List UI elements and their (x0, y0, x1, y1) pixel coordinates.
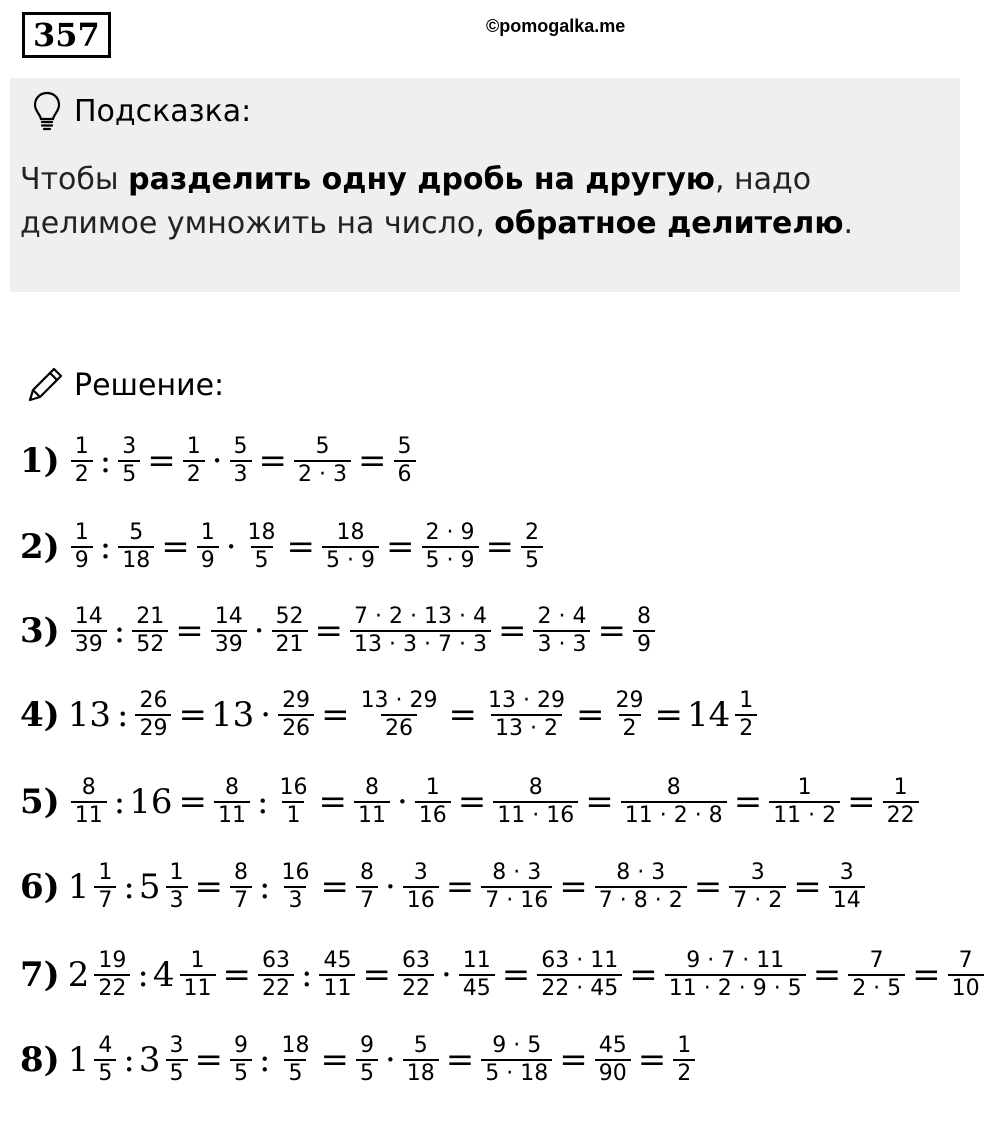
denominator: 14 (829, 886, 865, 914)
denominator: 13 · 2 (491, 714, 562, 742)
numerator: 7 · 2 · 13 · 4 (354, 604, 487, 629)
denominator: 11 · 16 (493, 801, 578, 829)
row-label: 6) (20, 867, 60, 907)
fraction (71, 775, 107, 829)
fraction (118, 434, 140, 488)
hint-emphasis: обратное делителю (494, 206, 844, 241)
operator: · (225, 527, 237, 567)
denominator: 11 · 2 · 9 · 5 (665, 974, 806, 1002)
fraction (166, 1033, 188, 1087)
operator: = (321, 695, 350, 735)
denominator: 11 (354, 801, 390, 829)
denominator: 2 (619, 714, 641, 742)
operator: · (384, 867, 396, 907)
denominator: 10 (948, 974, 984, 1002)
operator: : (99, 527, 112, 567)
numerator: 16 (281, 860, 310, 885)
denominator: 2 (735, 714, 757, 742)
denominator: 7 · 2 (729, 886, 786, 914)
fraction (829, 860, 865, 914)
denominator: 6 (394, 460, 416, 488)
numerator: 3 (839, 860, 854, 885)
denominator: 3 · 3 (533, 630, 590, 658)
operator: = (501, 955, 531, 995)
denominator: 5 · 18 (481, 1059, 552, 1087)
operator: = (222, 955, 251, 995)
numerator: 1 (169, 860, 184, 885)
operator: = (258, 441, 288, 481)
fraction (71, 604, 107, 658)
denominator: 5 (284, 1059, 306, 1087)
numerator: 8 (234, 860, 248, 885)
fraction (621, 775, 727, 829)
denominator: 5 (251, 546, 273, 574)
numerator: 18 (281, 1033, 310, 1058)
numerator: 19 (98, 948, 127, 973)
operator: = (358, 441, 387, 481)
operator: · (253, 611, 265, 651)
operator: = (637, 1040, 667, 1080)
denominator: 11 · 2 · 8 (621, 801, 727, 829)
numerator: 1 (186, 434, 201, 459)
solution-row (20, 688, 760, 742)
numerator: 3 (750, 860, 765, 885)
numerator: 3 (122, 434, 137, 459)
hint-text (20, 158, 940, 246)
hint-header (32, 90, 251, 132)
fraction (230, 434, 252, 488)
fraction (277, 1033, 313, 1087)
denominator: 22 (398, 974, 434, 1002)
numerator: 11 (462, 948, 491, 973)
numerator: 5 (315, 434, 330, 459)
numerator: 63 (401, 948, 430, 973)
fraction (197, 520, 219, 574)
integer: 16 (129, 782, 173, 822)
denominator: 52 (132, 630, 168, 658)
fraction (166, 860, 188, 914)
denominator: 5 · 9 (322, 546, 379, 574)
numerator: 21 (136, 604, 165, 629)
operator: = (576, 695, 605, 735)
denominator: 39 (211, 630, 247, 658)
denominator: 29 (135, 714, 171, 742)
fraction (94, 948, 130, 1002)
denominator: 11 (214, 801, 250, 829)
operator: : (137, 955, 149, 995)
numerator: 1 (797, 775, 812, 800)
fraction (537, 948, 622, 1002)
numerator: 5 (233, 434, 248, 459)
fraction (118, 520, 154, 574)
numerator: 7 (869, 948, 884, 973)
fraction (180, 948, 216, 1002)
operator: = (194, 1040, 223, 1080)
denominator: 18 (403, 1059, 439, 1087)
operator: · (396, 782, 408, 822)
operator: = (320, 867, 349, 907)
fraction (275, 775, 311, 829)
numerator: 63 · 11 (541, 948, 619, 973)
fraction (356, 860, 378, 914)
denominator: 5 (521, 546, 543, 574)
numerator: 14 (74, 604, 103, 629)
fraction (948, 948, 984, 1002)
integer: 4 (152, 955, 175, 995)
operator: · (384, 1040, 396, 1080)
integer: 1 (67, 1040, 90, 1080)
fraction (214, 775, 250, 829)
operator: = (318, 782, 347, 822)
fraction (71, 520, 93, 574)
denominator: 22 · 45 (537, 974, 622, 1002)
operator: = (693, 867, 723, 907)
operator: = (175, 611, 204, 651)
denominator: 11 (180, 974, 216, 1002)
operator: = (320, 1040, 349, 1080)
numerator: 9 · 5 (492, 1033, 542, 1058)
row-label: 3) (20, 611, 60, 651)
integer: 14 (687, 695, 731, 735)
hint-panel (10, 78, 960, 292)
solution-row (20, 948, 987, 1002)
fraction (357, 688, 442, 742)
fraction (394, 434, 416, 488)
operator: = (362, 955, 391, 995)
operator: : (259, 1040, 271, 1080)
numerator: 45 (323, 948, 352, 973)
fraction (94, 1033, 116, 1087)
solution-row (20, 775, 922, 829)
denominator: 7 (230, 886, 252, 914)
operator: = (812, 955, 842, 995)
operator: = (178, 782, 207, 822)
fraction (665, 948, 806, 1002)
operator: : (99, 441, 112, 481)
fraction (258, 948, 294, 1002)
denominator: 9 (197, 546, 219, 574)
denominator: 5 (230, 1059, 252, 1087)
denominator: 90 (595, 1059, 631, 1087)
integer: 1 (67, 867, 90, 907)
denominator: 5 (166, 1059, 188, 1087)
operator: = (178, 695, 207, 735)
integer: 3 (138, 1040, 161, 1080)
denominator: 11 · 2 (769, 801, 840, 829)
fraction (277, 860, 313, 914)
fraction (673, 1033, 695, 1087)
denominator: 5 · 9 (422, 546, 479, 574)
denominator: 9 (633, 630, 655, 658)
numerator: 5 (129, 520, 144, 545)
fraction (244, 520, 280, 574)
numerator: 7 (958, 948, 973, 973)
numerator: 1 (190, 948, 205, 973)
denominator: 3 (284, 886, 306, 914)
operator: = (597, 611, 626, 651)
operator: = (847, 782, 876, 822)
row-label: 7) (20, 955, 60, 995)
fraction (272, 604, 308, 658)
fraction (71, 434, 93, 488)
operator: : (113, 611, 126, 651)
operator: · (260, 695, 272, 735)
hint-text-part: , надо делимое умножить на число, (20, 162, 812, 241)
denominator: 39 (71, 630, 107, 658)
denominator: 3 (230, 460, 252, 488)
fraction (354, 775, 390, 829)
numerator: 3 (169, 1033, 184, 1058)
operator: · (440, 955, 452, 995)
operator: = (654, 695, 683, 735)
numerator: 1 (74, 520, 89, 545)
operator: = (147, 441, 176, 481)
denominator: 2 (673, 1059, 695, 1087)
task-number: 357 (22, 12, 111, 58)
operator: : (123, 867, 135, 907)
integer: 13 (67, 695, 112, 735)
operator: : (259, 867, 271, 907)
numerator: 14 (214, 604, 243, 629)
numerator: 52 (275, 604, 304, 629)
lightbulb-icon (32, 90, 62, 132)
operator: = (445, 867, 475, 907)
numerator: 18 (247, 520, 276, 545)
denominator: 7 · 8 · 2 (595, 886, 687, 914)
operator: = (497, 611, 527, 651)
fraction (595, 1033, 631, 1087)
operator: = (457, 782, 487, 822)
denominator: 3 (166, 886, 188, 914)
numerator: 8 (666, 775, 681, 800)
operator: = (485, 527, 514, 567)
fraction (356, 1033, 378, 1087)
fraction (230, 860, 252, 914)
denominator: 16 (415, 801, 451, 829)
operator: = (286, 527, 316, 567)
numerator: 2 · 9 (425, 520, 475, 545)
row-label: 8) (20, 1040, 60, 1080)
fraction (132, 604, 168, 658)
denominator: 21 (272, 630, 308, 658)
hint-text-part: . (843, 206, 854, 241)
numerator: 8 (636, 604, 651, 629)
operator: : (113, 782, 126, 822)
fraction (459, 948, 495, 1002)
fraction (135, 688, 171, 742)
fraction (612, 688, 648, 742)
row-label: 4) (20, 695, 60, 735)
fraction (322, 520, 379, 574)
fraction (848, 948, 905, 1002)
fraction (94, 860, 116, 914)
numerator: 5 (413, 1033, 428, 1058)
hint-text-part: Чтобы (20, 162, 129, 197)
denominator: 26 (278, 714, 314, 742)
integer: 5 (138, 867, 161, 907)
copyright-text: ©pomogalka.me (486, 16, 626, 36)
solution-row (20, 520, 546, 574)
operator: = (559, 1040, 588, 1080)
operator: = (161, 527, 190, 567)
denominator: 7 · 16 (481, 886, 552, 914)
numerator: 1 (98, 860, 113, 885)
numerator: 18 (336, 520, 365, 545)
operator: = (912, 955, 941, 995)
denominator: 7 (94, 886, 116, 914)
numerator: 2 (525, 520, 539, 545)
denominator: 1 (282, 801, 304, 829)
operator: = (386, 527, 415, 567)
hint-emphasis: разделить одну дробь на другую (128, 162, 715, 197)
numerator: 5 (397, 434, 412, 459)
numerator: 13 · 29 (488, 688, 565, 713)
fraction (403, 1033, 439, 1087)
fraction (350, 604, 491, 658)
fraction (319, 948, 355, 1002)
fraction (883, 775, 919, 829)
numerator: 26 (139, 688, 168, 713)
denominator: 22 (94, 974, 130, 1002)
denominator: 2 (71, 460, 93, 488)
fraction (183, 434, 205, 488)
fraction (398, 948, 434, 1002)
numerator: 63 (262, 948, 290, 973)
numerator: 9 (234, 1033, 248, 1058)
numerator: 8 · 3 (492, 860, 542, 885)
numerator: 1 (425, 775, 440, 800)
denominator: 11 (71, 801, 107, 829)
operator: = (629, 955, 658, 995)
numerator: 9 (359, 1033, 374, 1058)
denominator: 45 (459, 974, 495, 1002)
integer: 13 (210, 695, 255, 735)
fraction (633, 604, 655, 658)
numerator: 29 (615, 688, 644, 713)
operator: = (448, 695, 478, 735)
numerator: 9 · 7 · 11 (686, 948, 785, 973)
operator: = (559, 867, 588, 907)
numerator: 1 (74, 434, 89, 459)
solution-header (24, 364, 224, 406)
fraction (481, 860, 552, 914)
fraction (211, 604, 247, 658)
fraction (481, 1033, 552, 1087)
numerator: 1 (677, 1033, 692, 1058)
numerator: 13 · 29 (360, 688, 438, 713)
operator: = (445, 1040, 475, 1080)
operator: = (733, 782, 763, 822)
hint-title: Подсказка: (74, 93, 252, 129)
numerator: 2 · 4 (537, 604, 587, 629)
row-label: 2) (20, 527, 60, 567)
denominator: 2 · 3 (294, 460, 351, 488)
row-label: 5) (20, 782, 60, 822)
denominator: 5 (94, 1059, 116, 1087)
fraction (493, 775, 578, 829)
numerator: 4 (98, 1033, 113, 1058)
denominator: 11 (319, 974, 355, 1002)
solution-row (20, 434, 419, 488)
operator: : (123, 1040, 135, 1080)
denominator: 5 (118, 460, 140, 488)
fraction (735, 688, 757, 742)
fraction (403, 860, 439, 914)
pencil-icon (24, 364, 66, 406)
denominator: 22 (258, 974, 294, 1002)
denominator: 26 (381, 714, 417, 742)
denominator: 5 (356, 1059, 378, 1087)
operator: = (194, 867, 223, 907)
numerator: 8 (81, 775, 96, 800)
fraction (230, 1033, 252, 1087)
numerator: 16 (279, 775, 308, 800)
fraction (294, 434, 351, 488)
numerator: 8 (364, 775, 379, 800)
operator: · (211, 441, 223, 481)
numerator: 1 (200, 520, 215, 545)
fraction (422, 520, 479, 574)
operator: = (793, 867, 822, 907)
fraction (729, 860, 786, 914)
solution-title: Решение: (74, 367, 225, 403)
operator: : (256, 782, 269, 822)
operator: = (585, 782, 614, 822)
fraction (278, 688, 314, 742)
numerator: 8 (528, 775, 543, 800)
row-label: 1) (20, 441, 60, 481)
operator: : (301, 955, 313, 995)
numerator: 1 (739, 688, 754, 713)
solution-row (20, 1033, 698, 1087)
fraction (521, 520, 543, 574)
denominator: 16 (403, 886, 439, 914)
denominator: 18 (118, 546, 154, 574)
fraction (595, 860, 687, 914)
fraction (533, 604, 590, 658)
denominator: 7 (356, 886, 378, 914)
numerator: 8 (359, 860, 374, 885)
numerator: 45 (598, 1033, 627, 1058)
fraction (484, 688, 569, 742)
denominator: 9 (71, 546, 93, 574)
integer: 2 (67, 955, 90, 995)
numerator: 1 (893, 775, 908, 800)
numerator: 3 (413, 860, 428, 885)
operator: = (314, 611, 344, 651)
denominator: 22 (883, 801, 919, 829)
denominator: 2 (183, 460, 205, 488)
solution-row (20, 860, 868, 914)
numerator: 8 · 3 (616, 860, 666, 885)
solution-row (20, 604, 658, 658)
fraction (769, 775, 840, 829)
denominator: 13 · 3 · 7 · 3 (350, 630, 491, 658)
numerator: 8 (224, 775, 239, 800)
denominator: 2 · 5 (848, 974, 905, 1002)
numerator: 29 (282, 688, 311, 713)
operator: : (117, 695, 129, 735)
fraction (415, 775, 451, 829)
